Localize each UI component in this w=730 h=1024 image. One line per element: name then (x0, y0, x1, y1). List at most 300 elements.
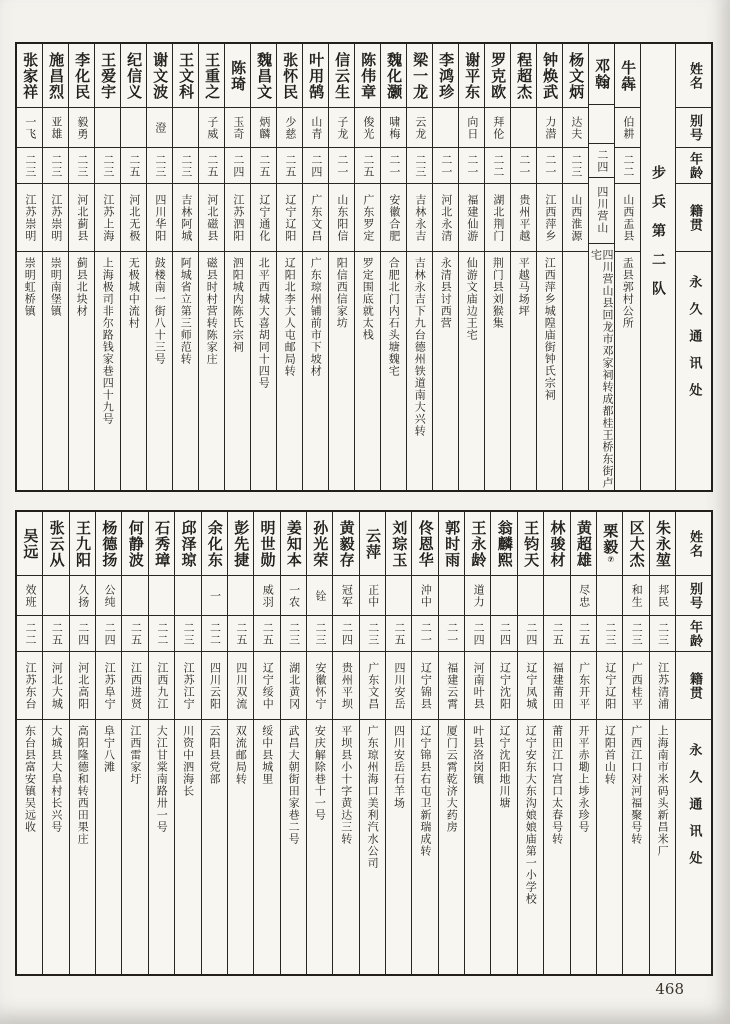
person-age-text: 二五 (283, 153, 297, 178)
person-age (251, 148, 276, 184)
person-address-text: 崇明南堡镇 (49, 257, 63, 317)
person-name (544, 512, 569, 576)
person-native-place-text: 河北永清 (439, 193, 453, 242)
person-age (433, 148, 458, 184)
person-name (254, 512, 279, 576)
person-age-text: 二三 (153, 153, 167, 178)
person-name (121, 44, 146, 108)
person-alias (149, 576, 174, 616)
person-age (173, 148, 198, 184)
person-native-place (147, 184, 172, 252)
person-age (303, 148, 328, 184)
name-annotation-mark: ⑦ (606, 555, 616, 564)
person-name (459, 44, 484, 108)
person-age (511, 148, 536, 184)
person-address-text: 辽阳首山转 (603, 725, 617, 785)
person-native-place-text: 河北磁县 (205, 193, 219, 242)
person-alias (485, 108, 510, 148)
person-address (407, 252, 432, 490)
person-age-text: 二二 (155, 621, 169, 646)
person-alias-text: 澄 (153, 121, 167, 134)
person-address (228, 720, 253, 974)
person-address-text: 辽宁安东大东沟娘娘庙第一小学校 (524, 725, 538, 905)
person-address-text: 双流邮局转 (234, 725, 248, 785)
person-native-place (439, 652, 464, 720)
person-name-text: 栗毅⑦ (601, 523, 620, 564)
person-native-place-text: 吉林阿城 (179, 193, 193, 242)
person-column-bottom-7 (465, 512, 491, 974)
person-name (17, 44, 42, 108)
person-native-place (650, 652, 675, 720)
person-age-text: 二四 (340, 621, 354, 646)
person-age-text: 二三 (366, 621, 380, 646)
person-address-text: 平越马场坪 (517, 257, 531, 317)
person-name-text: 明世勋 (258, 519, 277, 568)
person-native-place-text: 安徽怀宁 (313, 661, 327, 710)
person-age (122, 616, 147, 652)
person-alias-text: 毅勇 (75, 115, 89, 140)
person-age-text: 二三 (603, 621, 617, 646)
person-column-bottom-8 (439, 512, 465, 974)
person-name-text: 谢文波 (151, 51, 170, 100)
person-native-place-text: 广东文昌 (309, 193, 323, 242)
person-age (571, 616, 596, 652)
person-name-text: 云萍 (363, 527, 382, 560)
person-name-text: 王九阳 (74, 519, 93, 568)
person-address-text: 阿城省立第三师范转 (179, 257, 193, 365)
person-native-place (485, 184, 510, 252)
person-name (173, 44, 198, 108)
person-name-text: 石秀璋 (153, 519, 172, 568)
person-column-top-4 (511, 44, 537, 490)
person-address (623, 720, 648, 974)
person-name-text: 钟焕武 (541, 51, 560, 100)
person-age (175, 616, 200, 652)
person-native-place (122, 652, 147, 720)
person-age (459, 148, 484, 184)
person-name-text: 姜知本 (284, 519, 303, 568)
person-column-bottom-2 (597, 512, 623, 974)
person-column-top-7 (433, 44, 459, 490)
field-header-2-text: 年龄 (686, 151, 702, 180)
person-alias (147, 108, 172, 148)
person-name (122, 512, 147, 576)
person-alias (202, 576, 227, 616)
person-alias-text: 子龙 (335, 115, 349, 140)
person-column-bottom-12 (333, 512, 359, 974)
person-name (650, 512, 675, 576)
person-name-text: 梁一龙 (411, 51, 430, 100)
field-header-1-text: 别号 (686, 581, 702, 610)
person-name-text: 朱永堃 (653, 519, 672, 568)
person-age-text: 二一 (335, 153, 349, 178)
person-age-text: 二三 (23, 153, 37, 178)
person-name (381, 44, 406, 108)
person-column-bottom-20 (122, 512, 148, 974)
person-native-place (149, 652, 174, 720)
person-native-place (355, 184, 380, 252)
person-alias-text: 伯耕 (621, 115, 635, 140)
person-native-place-text: 贵州平越 (517, 193, 531, 242)
person-address (485, 252, 510, 490)
person-native-place-text: 江苏崇明 (23, 193, 37, 242)
person-name (589, 44, 614, 105)
person-column-bottom-11 (360, 512, 386, 974)
person-age (381, 148, 406, 184)
person-alias-text: 达夫 (569, 115, 583, 140)
person-address-text: 江西萍乡城隍庙街钟氏宗祠 (543, 257, 557, 401)
person-age (96, 616, 121, 652)
person-native-place-text: 江西进贤 (129, 661, 143, 710)
person-name (355, 44, 380, 108)
person-age-text: 二一 (439, 153, 453, 178)
person-native-place-text: 广东开平 (577, 661, 591, 710)
person-address-text: 绥中县城里 (260, 725, 274, 785)
person-native-place-text: 江苏上海 (101, 193, 115, 242)
person-native-place (228, 652, 253, 720)
person-age (307, 616, 332, 652)
person-native-place (307, 652, 332, 720)
person-name (360, 512, 385, 576)
person-age (149, 616, 174, 652)
person-address-text: 叶县洛岗镇 (471, 725, 485, 785)
person-alias (307, 576, 332, 616)
person-native-place (537, 184, 562, 252)
person-native-place (329, 184, 354, 252)
person-name (623, 512, 648, 576)
person-alias-text: 邦民 (656, 583, 670, 608)
person-name-text: 王钧天 (522, 519, 541, 568)
person-address (254, 720, 279, 974)
person-age (69, 148, 94, 184)
person-alias (43, 108, 68, 148)
person-address (518, 720, 543, 974)
person-address-text: 泗阳城内陈氏宗祠 (231, 257, 245, 353)
person-alias (17, 576, 42, 616)
person-alias (511, 108, 536, 148)
person-native-place (491, 652, 516, 720)
person-native-place (70, 652, 95, 720)
person-native-place (589, 178, 614, 243)
person-name-text: 杨德扬 (100, 519, 119, 568)
person-alias (597, 576, 622, 616)
person-alias (465, 576, 490, 616)
person-name (202, 512, 227, 576)
person-address (433, 252, 458, 490)
person-alias (623, 576, 648, 616)
person-alias-text: 炳麟 (257, 115, 271, 140)
person-address (511, 252, 536, 490)
person-native-place-text: 辽宁凤城 (524, 661, 538, 710)
person-address (17, 252, 42, 490)
person-alias (17, 108, 42, 148)
person-alias (650, 576, 675, 616)
person-alias-text: 少慈 (283, 115, 297, 140)
person-native-place (615, 184, 640, 252)
person-native-place-text: 江西萍乡 (543, 193, 557, 242)
person-native-place-text: 江苏清浦 (656, 661, 670, 710)
person-age-text: 二四 (309, 153, 323, 178)
person-native-place-text: 江苏泗阳 (231, 193, 245, 242)
person-column-bottom-23 (43, 512, 69, 974)
person-alias-text: 力潜 (543, 115, 557, 140)
person-address-text: 川资中泗海长 (181, 725, 195, 797)
person-native-place-text: 江苏阜宁 (103, 661, 117, 710)
person-alias (121, 108, 146, 148)
person-age (329, 148, 354, 184)
person-name (407, 44, 432, 108)
person-name (96, 512, 121, 576)
person-native-place-text: 辽宁通化 (257, 193, 271, 242)
person-age (589, 144, 614, 179)
person-alias (254, 576, 279, 616)
person-age (355, 148, 380, 184)
person-name (277, 44, 302, 108)
person-alias (615, 108, 640, 148)
person-alias-text: 一 (208, 589, 222, 602)
person-column-bottom-21 (96, 512, 122, 974)
person-name-text: 孙光荣 (311, 519, 330, 568)
person-native-place-text: 江苏江宁 (182, 661, 196, 710)
person-address (615, 252, 640, 490)
person-name-text: 魏昌文 (255, 51, 274, 100)
person-address (412, 720, 437, 974)
person-name-text: 牛犇 (619, 59, 638, 92)
person-address-text: 东台县富安镇吴远收 (23, 725, 37, 833)
person-column-top-16 (199, 44, 225, 490)
person-native-place-text: 河北高阳 (76, 661, 90, 710)
person-native-place (173, 184, 198, 252)
person-alias (175, 576, 200, 616)
person-address-text: 上海极司非尔路钱家巷四十九号 (101, 257, 115, 425)
person-native-place (69, 184, 94, 252)
field-header-1 (676, 576, 711, 616)
person-address (199, 252, 224, 490)
person-address-text: 荆门县刘猴集 (491, 257, 505, 329)
person-native-place (518, 652, 543, 720)
person-address-text: 广西江口对河福聚号转 (629, 725, 643, 845)
person-address-text: 高阳隆德和转西田果庄 (76, 725, 90, 845)
person-address (173, 252, 198, 490)
person-address-text: 平坝县小十字黄达三转 (339, 725, 353, 845)
person-address-text: 武昌大朝街田家巷二号 (287, 725, 301, 845)
person-native-place (303, 184, 328, 252)
person-address (459, 252, 484, 490)
field-header-column (676, 512, 711, 974)
person-name-text: 陈伟章 (359, 51, 378, 100)
person-name (228, 512, 253, 576)
person-column-top-23 (17, 44, 43, 490)
person-age (597, 616, 622, 652)
person-address-text: 无极城中流村 (127, 257, 141, 329)
person-address-text: 鼓楼南一街八十三号 (153, 257, 167, 365)
person-name-text: 李鸿珍 (437, 51, 456, 100)
person-alias-text: 一飞 (23, 115, 37, 140)
person-native-place (43, 184, 68, 252)
person-native-place (544, 652, 569, 720)
person-address (175, 720, 200, 974)
person-alias (281, 576, 306, 616)
person-alias (122, 576, 147, 616)
person-address (147, 252, 172, 490)
person-age-text: 二一 (387, 153, 401, 178)
person-age-text: 二四 (472, 621, 486, 646)
person-age-text: 二五 (257, 153, 271, 178)
person-native-place-text: 辽宁绥中 (261, 661, 275, 710)
person-column-top-14 (251, 44, 277, 490)
person-address-text: 崇明虹桥镇 (23, 257, 37, 317)
person-age (121, 148, 146, 184)
person-native-place (277, 184, 302, 252)
person-name (95, 44, 120, 108)
person-name-text: 佟恩华 (416, 519, 435, 568)
person-native-place-text: 辽宁辽阳 (603, 661, 617, 710)
person-age-text: 二二 (208, 621, 222, 646)
person-column-bottom-9 (412, 512, 438, 974)
person-alias (459, 108, 484, 148)
person-address (17, 720, 42, 974)
person-native-place-text: 四川营山 (595, 186, 609, 235)
person-name-text: 叶用鹄 (307, 51, 326, 100)
person-alias (303, 108, 328, 148)
person-column-top-3 (537, 44, 563, 490)
person-address (589, 244, 614, 491)
person-name-text: 张家祥 (21, 51, 40, 100)
person-age (386, 616, 411, 652)
person-column-bottom-14 (281, 512, 307, 974)
person-address (381, 252, 406, 490)
person-address (329, 252, 354, 490)
person-name (491, 512, 516, 576)
person-alias (439, 576, 464, 616)
squad-title (641, 44, 675, 490)
person-age-text: 二三 (49, 153, 63, 178)
person-alias (433, 108, 458, 148)
person-age-text: 二五 (393, 621, 407, 646)
person-age (615, 148, 640, 184)
field-header-1 (676, 108, 711, 148)
person-name (251, 44, 276, 108)
person-address (544, 720, 569, 974)
person-address-text: 阳信西信家坊 (335, 257, 349, 329)
person-age (412, 616, 437, 652)
field-header-4 (676, 720, 711, 974)
person-native-place (121, 184, 146, 252)
person-age (228, 616, 253, 652)
person-name (563, 44, 588, 108)
person-name (518, 512, 543, 576)
person-age-text: 二四 (231, 153, 245, 178)
squad-title-text: 步兵第二队 (650, 164, 667, 310)
person-column-top-6 (459, 44, 485, 490)
person-age-text: 二一 (419, 621, 433, 646)
person-alias-text: 俊光 (361, 115, 375, 140)
person-address (70, 720, 95, 974)
person-age (465, 616, 490, 652)
person-alias (381, 108, 406, 148)
person-age-text: 二四 (595, 148, 609, 173)
person-name (433, 44, 458, 108)
field-header-3 (676, 184, 711, 252)
person-native-place-text: 江西九江 (155, 661, 169, 710)
person-column-top-18 (147, 44, 173, 490)
field-header-2 (676, 616, 711, 652)
person-name-text: 王文科 (177, 51, 196, 100)
person-alias-text: 一农 (287, 583, 301, 608)
person-name (175, 512, 200, 576)
person-name-text: 谢平东 (463, 51, 482, 100)
person-native-place (17, 184, 42, 252)
person-alias (329, 108, 354, 148)
person-age-text: 二五 (361, 153, 375, 178)
person-age (17, 148, 42, 184)
person-age-text: 二五 (205, 153, 219, 178)
person-alias-text: 向日 (465, 115, 479, 140)
person-name-text: 黄毅存 (337, 519, 356, 568)
person-native-place (511, 184, 536, 252)
person-address (281, 720, 306, 974)
person-age (43, 148, 68, 184)
person-name (386, 512, 411, 576)
person-age (70, 616, 95, 652)
person-age (650, 616, 675, 652)
person-address-text: 上海南市米码头新昌米厂 (656, 725, 670, 857)
person-alias-text: 正中 (366, 583, 380, 608)
person-alias-text: 效班 (24, 583, 38, 608)
person-native-place-text: 福建仙游 (465, 193, 479, 242)
person-age-text: 二三 (656, 621, 670, 646)
person-address-text: 开平赤墈上埗永珍号 (577, 725, 591, 833)
person-native-place-text: 江苏东台 (24, 661, 38, 710)
person-age (485, 148, 510, 184)
person-name (70, 512, 95, 576)
person-column-bottom-3 (571, 512, 597, 974)
person-alias-text: 啸梅 (387, 115, 401, 140)
person-alias-text: 云龙 (413, 115, 427, 140)
person-age (254, 616, 279, 652)
person-native-place (623, 652, 648, 720)
person-name (511, 44, 536, 108)
person-age-text: 二三 (179, 153, 193, 178)
person-address-text: 莆田江口宫口太春号转 (550, 725, 564, 845)
person-name-text: 彭先捷 (232, 519, 251, 568)
person-age-text: 二三 (313, 621, 327, 646)
person-column-bottom-4 (544, 512, 570, 974)
person-name (333, 512, 358, 576)
person-address-text: 磁县时村营转陈家庄 (205, 257, 219, 365)
person-address (202, 720, 227, 974)
person-name (225, 44, 250, 108)
person-name-text: 邱泽琼 (179, 519, 198, 568)
person-native-place-text: 山西淮源 (569, 193, 583, 242)
person-native-place-text: 湖北荆门 (491, 193, 505, 242)
person-address (303, 252, 328, 490)
person-name-text: 张怀民 (281, 51, 300, 100)
person-native-place-text: 安徽合肥 (387, 193, 401, 242)
person-alias (225, 108, 250, 148)
person-native-place-text: 辽宁锦县 (419, 661, 433, 710)
person-column-bottom-10 (386, 512, 412, 974)
person-column-top-19 (121, 44, 147, 490)
person-alias (228, 576, 253, 616)
person-name-text: 陈琦 (229, 59, 248, 92)
person-alias (386, 576, 411, 616)
person-alias (571, 576, 596, 616)
person-column-bottom-15 (254, 512, 280, 974)
person-address (43, 252, 68, 490)
person-column-bottom-1 (623, 512, 649, 974)
person-alias (43, 576, 68, 616)
